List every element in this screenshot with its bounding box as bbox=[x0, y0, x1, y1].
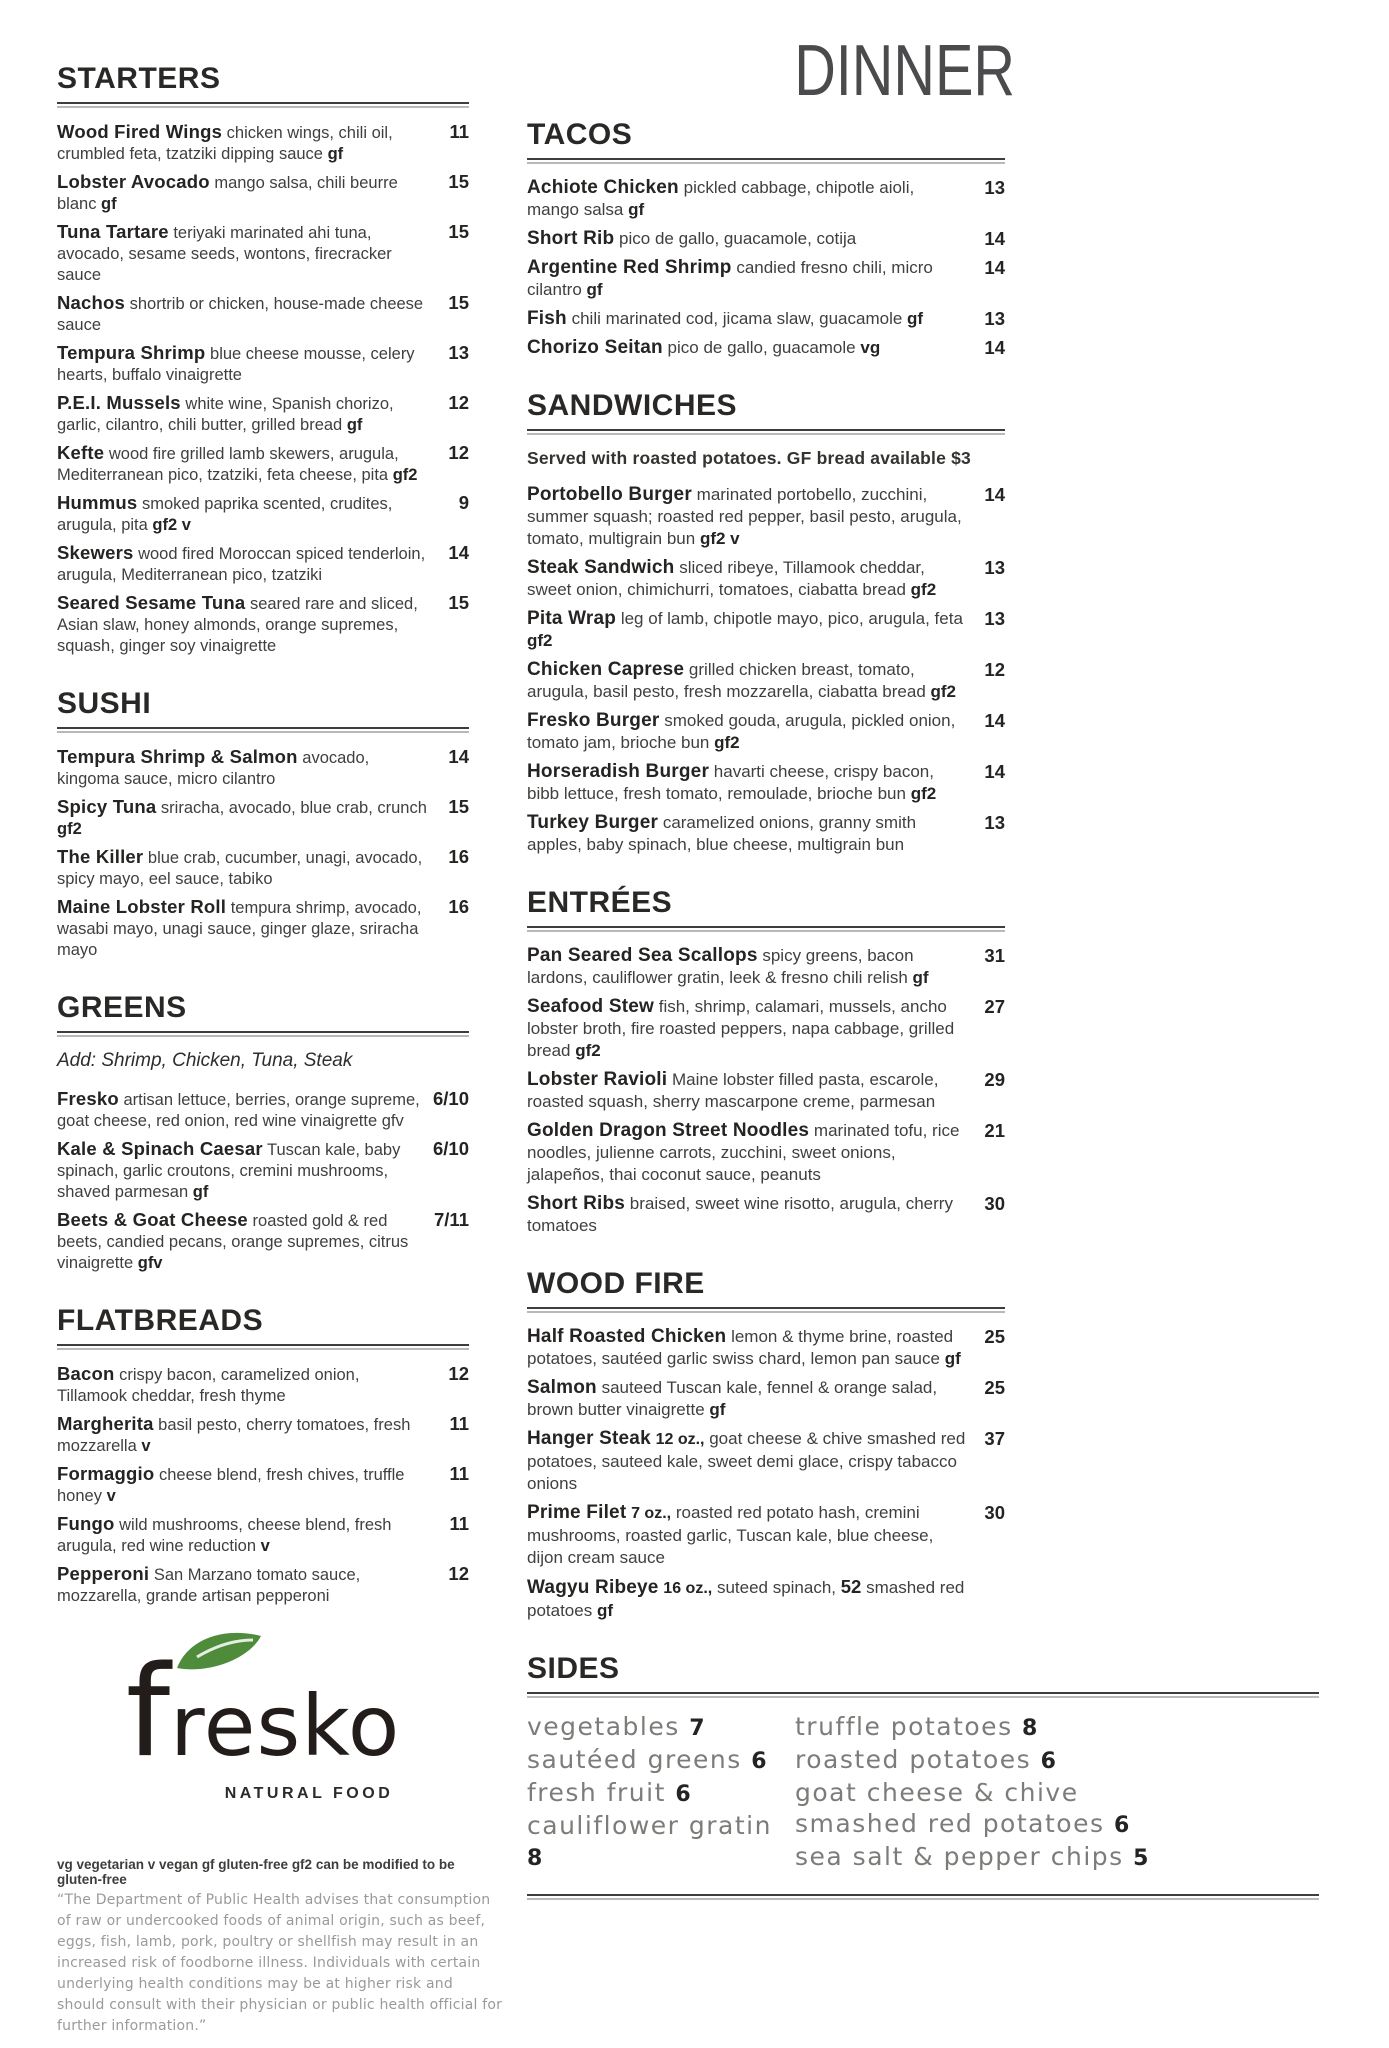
item-name: Half Roasted Chicken bbox=[527, 1326, 727, 1347]
menu-item bbox=[57, 221, 469, 286]
item-diet-tags: gf bbox=[192, 1183, 209, 1201]
item-description: chicken wings, chili oil, crumbled feta, tzatziki dipping sauce bbox=[57, 124, 393, 163]
item-price: 27 bbox=[984, 996, 1005, 1017]
item-description: wood fire grilled lamb skewers, arugula, Mediterranean pico, tzatziki, feta cheese, pita bbox=[57, 445, 399, 484]
section-title: TACOS bbox=[527, 118, 633, 151]
side-item-label: smashed red potatoes bbox=[795, 1809, 1105, 1838]
item-price: 14 bbox=[984, 337, 1005, 358]
section-title: SIDES bbox=[527, 1652, 620, 1685]
logo-letters-resko: resko bbox=[170, 1677, 401, 1775]
item-description: avocado, kingoma sauce, micro cilantro bbox=[57, 749, 370, 788]
item-name: Pan Seared Sea Scallops bbox=[527, 945, 758, 966]
item-price: 14 bbox=[984, 484, 1005, 505]
section-title: GREENS bbox=[57, 991, 187, 1024]
side-item-label: goat cheese & chive bbox=[795, 1778, 1079, 1807]
item-description: San Marzano tomato sauce, mozzarella, grande artisan pepperoni bbox=[57, 1566, 361, 1605]
item-diet-tags: gf2 bbox=[527, 631, 553, 650]
side-item-label: cauliflower gratin bbox=[527, 1811, 772, 1840]
item-price: 13 bbox=[984, 557, 1005, 578]
section-title: ENTRÉES bbox=[527, 886, 673, 919]
item-price: 11 bbox=[449, 1413, 469, 1434]
item-diet-tags: v bbox=[141, 1437, 151, 1455]
item-price: 12 bbox=[448, 1563, 469, 1584]
section-rule bbox=[527, 429, 1005, 435]
menu-item bbox=[527, 1502, 1005, 1569]
item-name: Tempura Shrimp & Salmon bbox=[57, 746, 298, 767]
item-description: seared rare and sliced, Asian slaw, honey almonds, orange supremes, squash, ginger soy vinaigrette bbox=[57, 595, 418, 655]
menu-item bbox=[57, 1088, 469, 1132]
menu-item bbox=[57, 492, 469, 536]
item-price: 9 bbox=[458, 492, 469, 513]
item-name: Chorizo Seitan bbox=[527, 337, 663, 358]
item-diet-tags: gf2 v bbox=[699, 529, 740, 548]
item-price: 14 bbox=[984, 710, 1005, 731]
item-description: pico de gallo, guacamole, cotija bbox=[619, 229, 857, 248]
section-title: FLATBREADS bbox=[57, 1304, 264, 1337]
item-price: 15 bbox=[448, 292, 469, 313]
item-name: Skewers bbox=[57, 542, 134, 563]
item-diet-tags: gf bbox=[346, 416, 363, 434]
side-item-price: 6 bbox=[1040, 1749, 1056, 1774]
item-name: Short Ribs bbox=[527, 1193, 626, 1214]
side-item-price: 5 bbox=[1133, 1846, 1149, 1871]
item-diet-tags: gf bbox=[912, 968, 929, 987]
menu-item bbox=[57, 1363, 469, 1407]
menu-item bbox=[527, 1377, 1005, 1421]
side-item bbox=[795, 1711, 1319, 1744]
item-name: Achiote Chicken bbox=[527, 177, 679, 198]
item-name: Seared Sesame Tuna bbox=[57, 592, 246, 613]
item-price: 37 bbox=[984, 1428, 1005, 1449]
item-diet-tags: gf2 bbox=[57, 820, 82, 838]
item-price: 21 bbox=[984, 1120, 1005, 1141]
item-description: smoked gouda, arugula, pickled onion, tomato jam, brioche bun bbox=[527, 711, 956, 752]
side-item-label: sea salt & pepper chips bbox=[795, 1842, 1124, 1871]
item-name: Wagyu Ribeye bbox=[527, 1577, 659, 1598]
item-price: 16 bbox=[448, 846, 469, 867]
item-description: crispy bacon, caramelized onion, Tillamook cheddar, fresh thyme bbox=[57, 1366, 360, 1405]
item-description: marinated tofu, rice noodles, julienne carrots, zucchini, sweet onions, jalapeños, thai coconut sauce, peanuts bbox=[527, 1121, 960, 1184]
item-price: 6/10 bbox=[432, 1138, 469, 1159]
side-item bbox=[527, 1810, 795, 1874]
menu-item bbox=[57, 1463, 469, 1507]
item-description: suteed spinach, bbox=[716, 1578, 837, 1597]
item-price: 13 bbox=[984, 177, 1005, 198]
item-name: Turkey Burger bbox=[527, 812, 659, 833]
item-description: grilled chicken breast, tomato, arugula, basil pesto, fresh mozzarella, ciabatta bread bbox=[527, 660, 926, 701]
item-name: Chicken Caprese bbox=[527, 659, 685, 680]
item-diet-tags: vg bbox=[860, 338, 881, 357]
item-price: 25 bbox=[984, 1377, 1005, 1398]
side-item-price: 6 bbox=[751, 1749, 767, 1774]
menu-item bbox=[57, 846, 469, 890]
side-item-label: roasted potatoes bbox=[795, 1745, 1032, 1774]
item-description: blue cheese mousse, celery hearts, buffalo vinaigrette bbox=[57, 345, 415, 384]
menu-item bbox=[57, 121, 469, 165]
section-sandwiches bbox=[527, 389, 1005, 856]
section-note: Add: Shrimp, Chicken, Tuna, Steak bbox=[57, 1050, 353, 1071]
side-item-price: 7 bbox=[689, 1716, 705, 1741]
item-name: Portobello Burger bbox=[527, 484, 692, 505]
menu-item bbox=[527, 608, 1005, 652]
item-name: Pita Wrap bbox=[527, 608, 617, 629]
item-inline-price: 52 bbox=[840, 1576, 862, 1597]
item-description: fish, shrimp, calamari, mussels, ancho lobster broth, fire roasted peppers, napa cabbage, grilled bread bbox=[527, 997, 955, 1060]
section-title: SANDWICHES bbox=[527, 389, 738, 422]
item-description: white wine, Spanish chorizo, garlic, cilantro, chili butter, grilled bread bbox=[57, 395, 394, 434]
logo-letter-f: f bbox=[125, 1638, 171, 1785]
menu-item bbox=[527, 1193, 1005, 1237]
menu-item bbox=[527, 659, 1005, 703]
side-item-price: 6 bbox=[675, 1782, 691, 1807]
item-name: Short Rib bbox=[527, 228, 615, 249]
item-price: 14 bbox=[984, 228, 1005, 249]
menu-item bbox=[527, 308, 1005, 330]
item-diet-tags: gf bbox=[586, 280, 603, 299]
menu-item bbox=[57, 1513, 469, 1557]
item-diet-tags: gf bbox=[709, 1400, 726, 1419]
item-price: 11 bbox=[449, 121, 469, 142]
item-description: braised, sweet wine risotto, arugula, cherry tomatoes bbox=[527, 1194, 953, 1235]
item-name: Fish bbox=[527, 308, 567, 329]
menu-item bbox=[527, 710, 1005, 754]
section-title: WOOD FIRE bbox=[527, 1267, 705, 1300]
side-item bbox=[527, 1777, 795, 1810]
item-price: 29 bbox=[984, 1069, 1005, 1090]
item-size: 12 oz., bbox=[655, 1431, 705, 1448]
item-name: Fresko Burger bbox=[527, 710, 660, 731]
side-item-price: 8 bbox=[527, 1846, 543, 1871]
item-price: 15 bbox=[448, 592, 469, 613]
item-diet-tags: gf2 bbox=[392, 466, 418, 484]
health-disclaimer: “The Department of Public Health advises that consumption of raw or undercooked foods of animal origin, such as beef, eggs, fish, lamb, pork, poultry or shellfish may result in an increased risk of foodborne illness. Individuals with certain underlying health conditions may be at higher risk and should consult with their physician or public health official for further information.” bbox=[57, 1892, 503, 2034]
item-name: Seafood Stew bbox=[527, 996, 654, 1017]
menu-item bbox=[527, 1428, 1005, 1495]
section-rule bbox=[527, 1307, 1005, 1313]
item-price: 13 bbox=[984, 812, 1005, 833]
sides-column bbox=[795, 1711, 1319, 1874]
item-price: 13 bbox=[984, 308, 1005, 329]
item-price: 15 bbox=[448, 171, 469, 192]
item-price: 15 bbox=[448, 796, 469, 817]
item-description: artisan lettuce, berries, orange supreme, goat cheese, red onion, red wine vinaigrette gfv bbox=[57, 1091, 420, 1130]
menu-item bbox=[527, 1576, 1005, 1622]
item-name: The Killer bbox=[57, 846, 144, 867]
left-column bbox=[57, 62, 503, 2037]
item-price: 12 bbox=[448, 392, 469, 413]
item-description: leg of lamb, chipotle mayo, pico, arugula, feta bbox=[620, 609, 963, 628]
item-description: roasted gold & red beets, candied pecans, orange supremes, citrus vinaigrette bbox=[57, 1212, 409, 1272]
item-name: Horseradish Burger bbox=[527, 761, 710, 782]
item-name: P.E.I. Mussels bbox=[57, 392, 181, 413]
menu-item bbox=[527, 945, 1005, 989]
item-description: roasted red potato hash, cremini mushrooms, roasted garlic, Tuscan kale, blue cheese, dijon cream sauce bbox=[527, 1503, 934, 1567]
item-description: havarti cheese, crispy bacon, bibb lettuce, fresh tomato, remoulade, brioche bun bbox=[527, 762, 934, 803]
fresko-logo bbox=[57, 1627, 469, 1815]
item-price: 12 bbox=[448, 442, 469, 463]
item-price: 14 bbox=[984, 761, 1005, 782]
menu-item bbox=[527, 812, 1005, 856]
section-note: Served with roasted potatoes. GF bread available $3 bbox=[527, 448, 971, 468]
item-price: 6/10 bbox=[432, 1088, 469, 1109]
item-description: shortrib or chicken, house-made cheese sauce bbox=[57, 295, 424, 334]
side-item bbox=[795, 1777, 1319, 1808]
menu-item bbox=[57, 171, 469, 215]
item-description: tempura shrimp, avocado, wasabi mayo, unagi sauce, ginger glaze, sriracha mayo bbox=[57, 899, 422, 959]
right-column bbox=[527, 118, 1149, 1913]
item-price: 11 bbox=[449, 1463, 469, 1484]
page-title: DINNER bbox=[794, 31, 1015, 111]
section-rule bbox=[57, 727, 469, 733]
item-name: Maine Lobster Roll bbox=[57, 896, 227, 917]
menu-item bbox=[57, 442, 469, 486]
item-diet-tags: v bbox=[106, 1487, 116, 1505]
menu-item bbox=[57, 592, 469, 657]
item-price: 15 bbox=[448, 221, 469, 242]
menu-item bbox=[57, 342, 469, 386]
logo-subtitle: NATURAL FOOD bbox=[224, 1785, 394, 1802]
item-price: 13 bbox=[448, 342, 469, 363]
item-price: 14 bbox=[984, 257, 1005, 278]
section-rule bbox=[527, 926, 1005, 932]
item-description: spicy greens, bacon lardons, cauliflower gratin, leek & fresno chili relish bbox=[527, 946, 914, 987]
item-description: wild mushrooms, cheese blend, fresh arugula, red wine reduction bbox=[57, 1516, 392, 1555]
item-description: sliced ribeye, Tillamook cheddar, sweet onion, chimichurri, tomatoes, ciabatta bread bbox=[527, 558, 925, 599]
menu-item bbox=[57, 746, 469, 790]
side-item-label: sautéed greens bbox=[527, 1745, 742, 1774]
item-description: sauteed Tuscan kale, fennel & orange salad, brown butter vinaigrette bbox=[527, 1378, 938, 1419]
item-description: blue crab, cucumber, unagi, avocado, spicy mayo, eel sauce, tabiko bbox=[57, 849, 423, 888]
item-diet-tags: gf2 bbox=[930, 682, 957, 701]
item-name: Hummus bbox=[57, 492, 138, 513]
item-price: 14 bbox=[448, 542, 469, 563]
item-description: sriracha, avocado, blue crab, crunch bbox=[160, 799, 427, 817]
menu-item bbox=[527, 761, 1005, 805]
item-name: Fresko bbox=[57, 1088, 119, 1109]
item-price: 16 bbox=[448, 896, 469, 917]
item-diet-tags: gf2 bbox=[910, 784, 937, 803]
menu-item bbox=[527, 257, 1005, 301]
item-name: Spicy Tuna bbox=[57, 796, 157, 817]
menu-item bbox=[527, 1326, 1005, 1370]
item-diet-tags: gf bbox=[327, 145, 344, 163]
item-diet-tags: gf2 bbox=[714, 733, 740, 752]
item-name: Steak Sandwich bbox=[527, 557, 675, 578]
item-name: Kale & Spinach Caesar bbox=[57, 1138, 263, 1159]
item-price: 14 bbox=[448, 746, 469, 767]
section-rule bbox=[57, 1344, 469, 1350]
section-closing-rule bbox=[527, 1894, 1319, 1900]
item-price: 30 bbox=[984, 1502, 1005, 1523]
menu-item bbox=[57, 542, 469, 586]
menu-item bbox=[527, 177, 1005, 221]
item-name: Hanger Steak bbox=[527, 1428, 651, 1449]
item-diet-tags: v bbox=[260, 1537, 270, 1555]
section-rule bbox=[527, 158, 1005, 164]
item-description: teriyaki marinated ahi tuna, avocado, sesame seeds, wontons, firecracker sauce bbox=[57, 224, 392, 284]
side-item bbox=[795, 1808, 1319, 1841]
item-price: 25 bbox=[984, 1326, 1005, 1347]
logo-wordmark bbox=[57, 1638, 469, 1785]
item-name: Prime Filet bbox=[527, 1502, 627, 1523]
section-wood-fire bbox=[527, 1267, 1005, 1622]
section-rule bbox=[57, 1031, 469, 1037]
side-item-label: fresh fruit bbox=[527, 1778, 666, 1807]
menu-item bbox=[57, 796, 469, 840]
item-description: mango salsa, chili beurre blanc bbox=[57, 174, 398, 213]
item-diet-tags: gf bbox=[101, 195, 117, 213]
item-name: Tempura Shrimp bbox=[57, 342, 206, 363]
item-name: Nachos bbox=[57, 292, 126, 313]
menu-item bbox=[57, 1563, 469, 1607]
menu-item bbox=[527, 1120, 1005, 1186]
item-price: 11 bbox=[449, 1513, 469, 1534]
side-item-label: truffle potatoes bbox=[795, 1712, 1013, 1741]
item-description: Maine lobster filled pasta, escarole, roasted squash, sherry mascarpone creme, parmesan bbox=[527, 1070, 939, 1111]
item-description: goat cheese & chive smashed red potatoes, sauteed kale, sweet demi glace, crispy tabacco onions bbox=[527, 1429, 966, 1493]
item-price: 31 bbox=[984, 945, 1005, 966]
section-greens bbox=[57, 991, 469, 1274]
item-description: basil pesto, cherry tomatoes, fresh mozzarella bbox=[57, 1416, 411, 1455]
item-price: 12 bbox=[448, 1363, 469, 1384]
item-size: 16 oz., bbox=[663, 1580, 713, 1597]
menu-item bbox=[57, 1413, 469, 1457]
item-name: Margherita bbox=[57, 1413, 154, 1434]
item-name: Bacon bbox=[57, 1363, 115, 1384]
side-item bbox=[795, 1841, 1319, 1874]
diet-legend: vg vegetarian v vegan gf gluten-free gf2 can be modified to be gluten-free bbox=[57, 1857, 455, 1887]
menu-item bbox=[57, 392, 469, 436]
item-diet-tags: gf bbox=[944, 1349, 961, 1368]
section-entr-es bbox=[527, 886, 1005, 1237]
item-description-2: smashed red potatoes bbox=[527, 1578, 965, 1620]
item-diet-tags: gf2 bbox=[910, 580, 937, 599]
item-diet-tags: gf bbox=[907, 309, 924, 328]
section-title: SUSHI bbox=[57, 687, 152, 720]
menu-item bbox=[57, 292, 469, 336]
item-size: 7 oz., bbox=[631, 1505, 672, 1522]
item-description: smoked paprika scented, crudites, arugula, pita bbox=[57, 495, 393, 534]
item-name: Beets & Goat Cheese bbox=[57, 1209, 248, 1230]
side-item-price: 6 bbox=[1113, 1813, 1130, 1838]
menu-item bbox=[527, 1069, 1005, 1113]
menu-item bbox=[57, 896, 469, 961]
section-title: STARTERS bbox=[57, 62, 221, 95]
side-item-label: vegetables bbox=[527, 1712, 680, 1741]
item-name: Formaggio bbox=[57, 1463, 155, 1484]
item-name: Fungo bbox=[57, 1513, 115, 1534]
item-name: Salmon bbox=[527, 1377, 597, 1398]
item-description: lemon & thyme brine, roasted potatoes, sautéed garlic swiss chard, lemon pan sauce bbox=[527, 1327, 954, 1368]
item-diet-tags: gf bbox=[596, 1601, 614, 1620]
item-description: Tuscan kale, baby spinach, garlic croutons, cremini mushrooms, shaved parmesan bbox=[57, 1141, 401, 1201]
menu-item bbox=[57, 1138, 469, 1203]
side-item bbox=[527, 1744, 795, 1777]
item-description: marinated portobello, zucchini, summer squash; roasted red pepper, basil pesto, arugula, tomato, multigrain bun bbox=[527, 485, 962, 548]
sides-columns bbox=[527, 1711, 1319, 1874]
menu-item bbox=[527, 557, 1005, 601]
section-tacos bbox=[527, 118, 1005, 359]
sides-column bbox=[527, 1711, 795, 1874]
menu-item bbox=[57, 1209, 469, 1274]
side-item bbox=[795, 1744, 1319, 1777]
menu-item bbox=[527, 996, 1005, 1062]
item-name: Wood Fired Wings bbox=[57, 121, 223, 142]
item-name: Argentine Red Shrimp bbox=[527, 257, 732, 278]
item-description: candied fresno chili, micro cilantro bbox=[527, 258, 933, 299]
left-sections bbox=[57, 62, 469, 1607]
section-sides bbox=[527, 1652, 1319, 1900]
item-price: 7/11 bbox=[434, 1209, 469, 1230]
item-description: chili marinated cod, jicama slaw, guacamole bbox=[571, 309, 903, 328]
side-item bbox=[527, 1711, 795, 1744]
item-name: Tuna Tartare bbox=[57, 221, 169, 242]
menu-item bbox=[527, 228, 1005, 250]
item-description: wood fired Moroccan spiced tenderloin, arugula, Mediterranean pico, tzatziki bbox=[57, 545, 426, 584]
item-price: 12 bbox=[984, 659, 1005, 680]
item-diet-tags: gf2 bbox=[575, 1041, 601, 1060]
item-name: Pepperoni bbox=[57, 1563, 150, 1584]
menu-item bbox=[527, 484, 1005, 550]
menu-item bbox=[527, 337, 1005, 359]
item-name: Lobster Ravioli bbox=[527, 1069, 668, 1090]
item-price: 13 bbox=[984, 608, 1005, 629]
item-description: cheese blend, fresh chives, truffle honey bbox=[57, 1466, 405, 1505]
item-price: 30 bbox=[984, 1193, 1005, 1214]
item-name: Golden Dragon Street Noodles bbox=[527, 1120, 810, 1141]
side-item-price: 8 bbox=[1022, 1716, 1038, 1741]
section-sushi bbox=[57, 687, 469, 961]
section-starters bbox=[57, 62, 469, 657]
item-name: Kefte bbox=[57, 442, 105, 463]
section-rule bbox=[527, 1692, 1319, 1698]
item-diet-tags: gfv bbox=[137, 1254, 163, 1272]
item-diet-tags: gf2 v bbox=[152, 516, 191, 534]
item-diet-tags: gf bbox=[628, 200, 645, 219]
item-name: Lobster Avocado bbox=[57, 171, 210, 192]
section-rule bbox=[57, 102, 469, 108]
item-description: pickled cabbage, chipotle aioli, mango salsa bbox=[527, 178, 915, 219]
section-flatbreads bbox=[57, 1304, 469, 1607]
item-description: pico de gallo, guacamole bbox=[667, 338, 856, 357]
item-description: caramelized onions, granny smith apples, baby spinach, blue cheese, multigrain bun bbox=[527, 813, 917, 854]
